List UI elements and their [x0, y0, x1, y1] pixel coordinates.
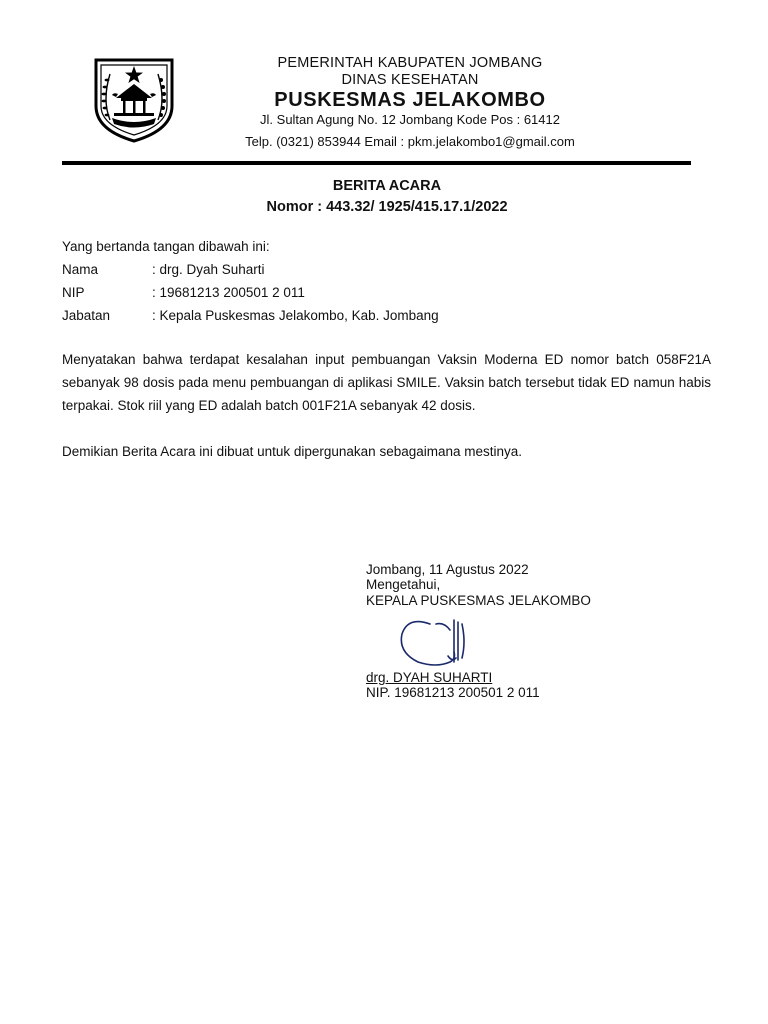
signatory-nip: NIP. 19681213 200501 2 011	[366, 685, 540, 700]
identity-label-position: Jabatan	[62, 308, 111, 323]
letterhead-institution: PUSKESMAS JELAKOMBO	[274, 89, 546, 111]
letterhead-government: PEMERINTAH KABUPATEN JOMBANG	[277, 55, 543, 71]
identity-value-nip: : 19681213 200501 2 011	[152, 285, 305, 300]
identity-intro: Yang bertanda tangan dibawah ini:	[62, 239, 270, 254]
letterhead-address: Jl. Sultan Agung No. 12 Jombang Kode Pos : 61412	[260, 112, 560, 127]
regency-crest-logo	[88, 54, 180, 144]
identity-label-nip: NIP	[62, 285, 85, 300]
letterhead-divider	[62, 161, 691, 165]
handwritten-signature-icon	[392, 612, 492, 676]
identity-value-name: : drg. Dyah Suharti	[152, 262, 265, 277]
document-title: BERITA ACARA	[332, 178, 442, 194]
signature-place-date: Jombang, 11 Agustus 2022	[366, 562, 529, 577]
letterhead-department: DINAS KESEHATAN	[341, 72, 479, 88]
letterhead-contact: Telp. (0321) 853944 Email : pkm.jelakombo1@gmail.com	[245, 134, 575, 149]
signature-acknowledgement: Mengetahui,	[366, 577, 441, 592]
signature-position: KEPALA PUSKESMAS JELAKOMBO	[366, 593, 591, 608]
document-number: Nomor : 443.32/ 1925/415.17.1/2022	[266, 199, 508, 215]
statement-paragraph: Menyatakan bahwa terdapat kesalahan input pembuangan Vaksin Moderna ED nomor batch 058F21A sebanyak 98 dosis pada menu pembuangan di aplikasi SMILE. Vaksin batch tersebut tidak ED namun habis terpakai. Stok riil yang ED adalah batch 001F21A sebanyak 42 dosis.	[62, 352, 711, 413]
identity-value-position: : Kepala Puskesmas Jelakombo, Kab. Jombang	[152, 308, 439, 323]
signatory-name: drg. DYAH SUHARTI	[366, 670, 493, 685]
identity-label-name: Nama	[62, 262, 99, 277]
closing-paragraph: Demikian Berita Acara ini dibuat untuk dipergunakan sebagaimana mestinya.	[62, 444, 523, 459]
